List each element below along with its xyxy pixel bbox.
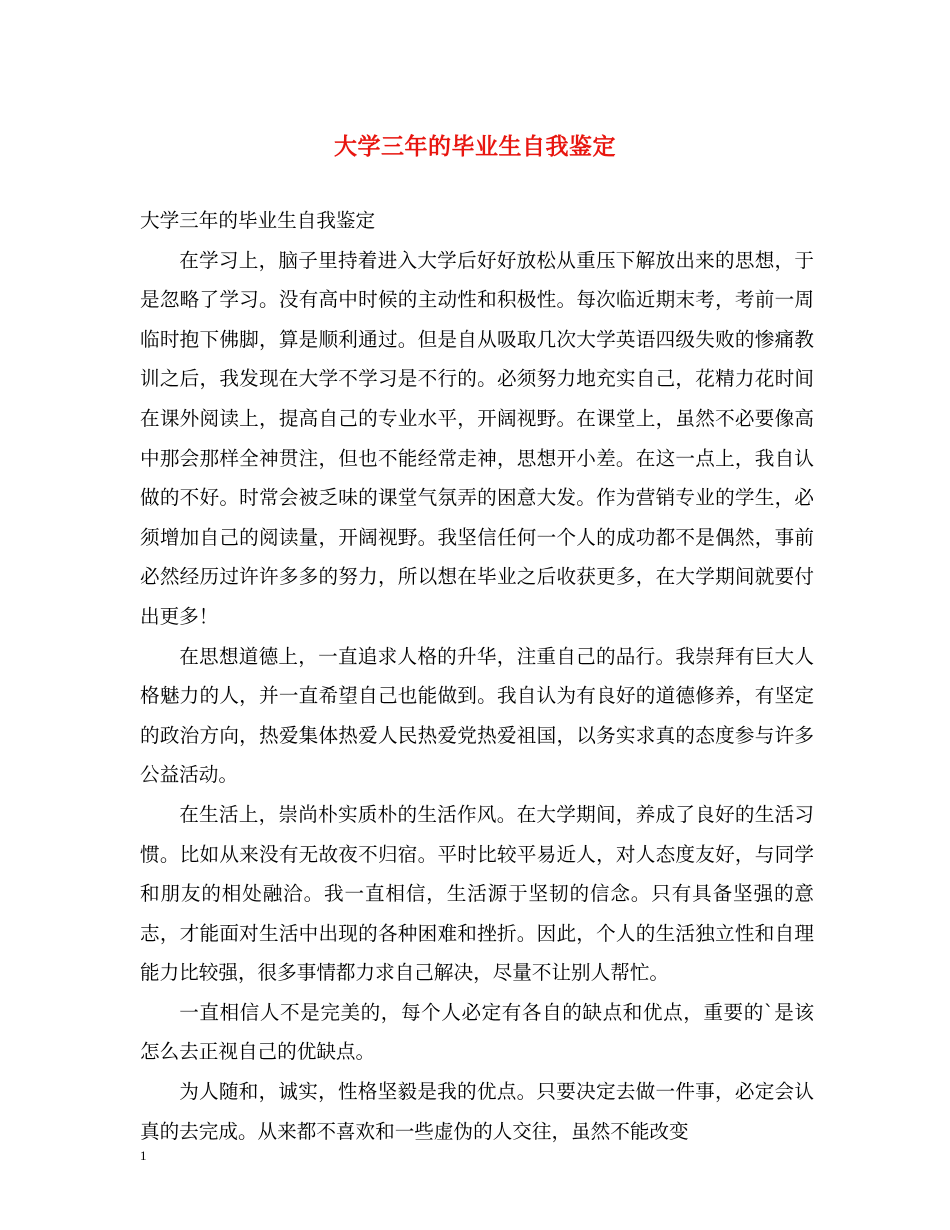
paragraph-imperfection: 一直相信人不是完美的，每个人必定有各自的缺点和优点，重要的`是该怎么去正视自己的优缺点。 xyxy=(140,1000,814,1064)
paragraph-morality: 在思想道德上，一直追求人格的升华，注重自己的品行。我崇拜有巨大人格魅力的人，并一直希望自己也能做到。我自认为有良好的道德修养，有坚定的政治方向，热爱集体热爱人民热爱党热爱祖国，以务实求真的态度参与许多公益活动。 xyxy=(140,644,814,787)
page-number: 1 xyxy=(140,1148,147,1163)
paragraph-life: 在生活上，崇尚朴实质朴的生活作风。在大学期间，养成了良好的生活习惯。比如从来没有无故夜不归宿。平时比较平易近人，对人态度友好，与同学和朋友的相处融洽。我一直相信，生活源于坚韧的信念。只有具备坚强的意志，才能面对生活中出现的各种困难和挫折。因此，个人的生活独立性和自理能力比较强，很多事情都力求自己解决，尽量不让别人帮忙。 xyxy=(140,802,814,985)
document-body xyxy=(140,201,814,1151)
document-title: 大学三年的毕业生自我鉴定 xyxy=(334,133,616,160)
document-subtitle: 大学三年的毕业生自我鉴定 xyxy=(140,209,376,232)
paragraph-study: 在学习上，脑子里持着进入大学后好好放松从重压下解放出来的思想，于是忽略了学习。没有高中时候的主动性和积极性。每次临近期末考，考前一周临时抱下佛脚，算是顺利通过。但是自从吸取几次大学英语四级失败的惨痛教训之后，我发现在大学不学习是不行的。必须努力地充实自己，花精力花时间在课外阅读上，提高自己的专业水平，开阔视野。在课堂上，虽然不必要像高中那会那样全神贯注，但也不能经常走神，思想开小差。在这一点上，我自认做的不好。时常会被乏味的课堂气氛弄的困意大发。作为营销专业的学生，必须增加自己的阅读量，开阔视野。我坚信任何一个人的成功都不是偶然，事前必然经历过许许多多的努力，所以想在毕业之后收获更多，在大学期间就要付出更多！ xyxy=(140,248,814,628)
paragraph-strengths: 为人随和，诚实，性格坚毅是我的优点。只要决定去做一件事，必定会认真的去完成。从来都不喜欢和一些虚伪的人交往，虽然不能改变 xyxy=(140,1080,814,1143)
